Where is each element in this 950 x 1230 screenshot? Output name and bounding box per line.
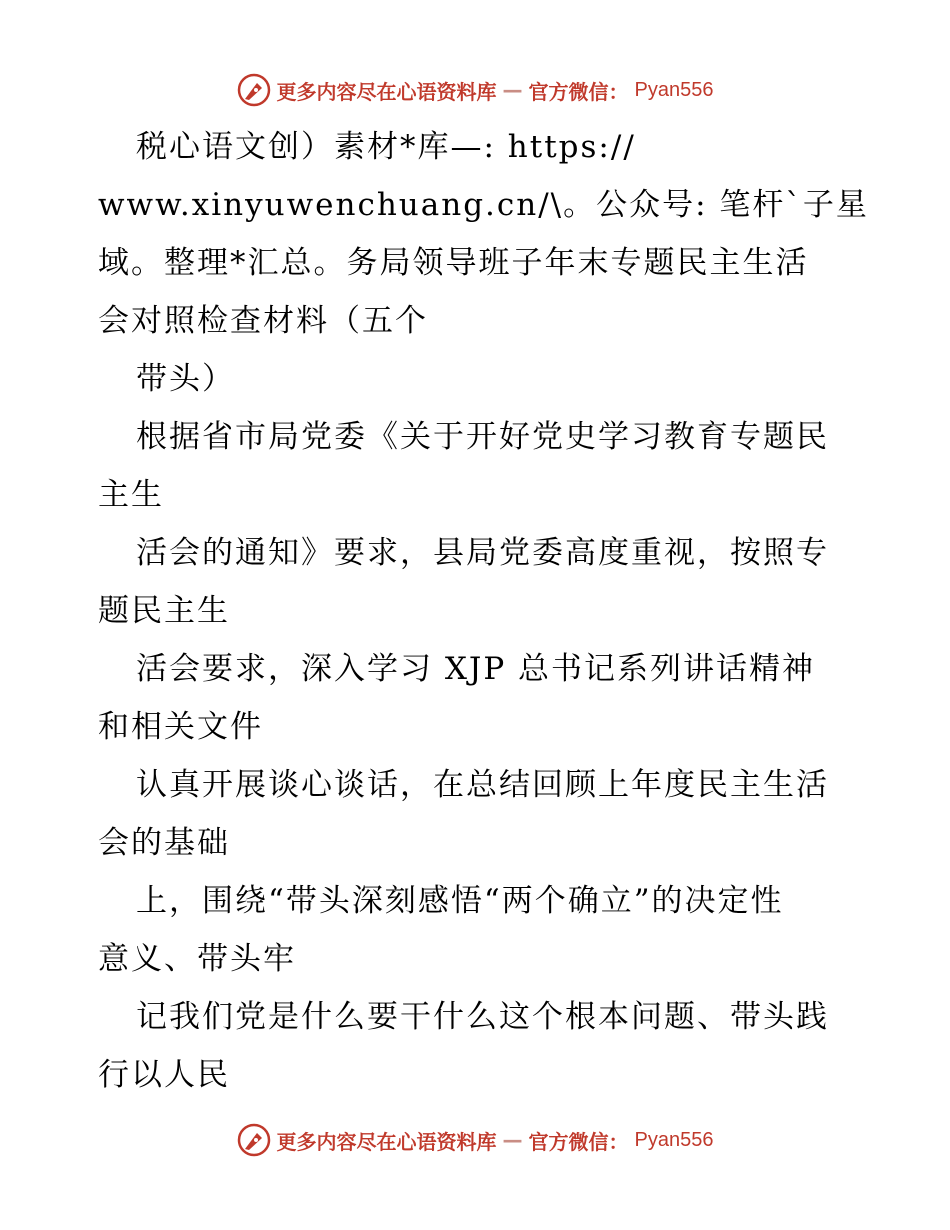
wechat-id: Pyan556	[634, 1128, 714, 1151]
wechat-id: Pyan556	[634, 78, 714, 101]
header-banner	[0, 70, 950, 110]
text-line: 会对照检查材料（五个	[98, 303, 428, 339]
document-body	[98, 118, 869, 1104]
text-line: 根据省市局党委《关于开好党史学习教育专题民	[136, 419, 829, 455]
banner-text: 更多内容尽在心语资料库	[276, 79, 497, 104]
pen-nib-logo-icon	[237, 73, 271, 107]
text-line: 活会要求，深入学习 XJP 总书记系列讲话精神	[136, 651, 816, 687]
banner-text: 更多内容尽在心语资料库	[276, 1129, 497, 1154]
text-line: 行以人民	[98, 1057, 230, 1093]
text-line: 上，围绕“带头深刻感悟“两个确立”的决定性	[136, 883, 784, 919]
text-line: 税心语文创）素材*库—: https://	[136, 129, 636, 165]
text-line: 意义、带头牢	[98, 941, 296, 977]
banner-dash: —	[502, 78, 523, 102]
pen-nib-logo-icon	[237, 1123, 271, 1157]
text-line: 主生	[98, 477, 164, 513]
text-line: 域。整理*汇总。务局领导班子年末专题民主生活	[98, 245, 809, 281]
wechat-label: 官方微信：	[528, 79, 629, 104]
footer-banner	[0, 1120, 950, 1160]
banner-dash: —	[502, 1128, 523, 1152]
text-line: 题民主生	[98, 593, 230, 629]
wechat-label: 官方微信：	[528, 1129, 629, 1154]
text-line: 带头）	[136, 361, 235, 397]
text-line: 会的基础	[98, 825, 230, 861]
text-line: 记我们党是什么要干什么这个根本问题、带头践	[136, 999, 829, 1035]
text-line: 活会的通知》要求，县局党委高度重视，按照专	[136, 535, 829, 571]
text-line: 认真开展谈心谈话，在总结回顾上年度民主生活	[136, 767, 829, 803]
text-line: www.xinyuwenchuang.cn/\。公众号: 笔杆`子星	[98, 187, 869, 223]
text-line: 和相关文件	[98, 709, 263, 745]
